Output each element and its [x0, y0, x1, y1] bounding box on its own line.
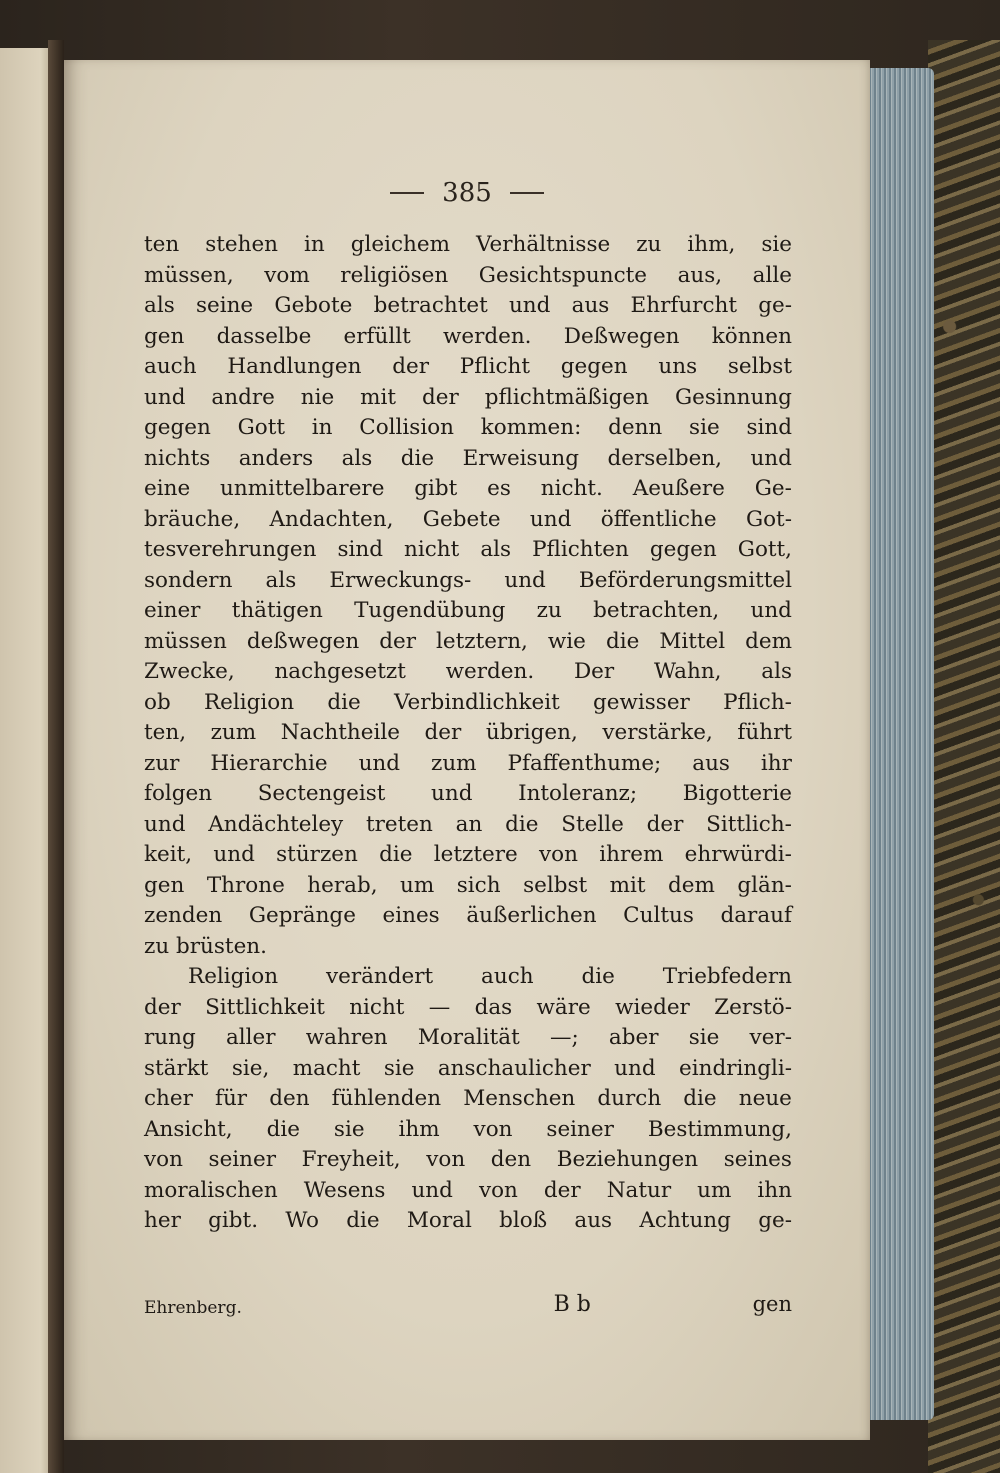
- text-line: zenden Gepränge eines äußerlichen Cultus darauf: [144, 903, 792, 928]
- text-line: moralischen Wesens und von der Natur um ihn: [144, 1177, 792, 1203]
- text-line: als seine Gebote betrachtet und aus Ehrfurcht ge-: [144, 293, 792, 318]
- text-line: rung aller wahren Moralität —; aber sie ver-: [144, 1025, 792, 1050]
- text-line: ten stehen in gleichem Verhältnisse zu ihm, sie: [144, 232, 792, 257]
- page-footer: [144, 1292, 792, 1318]
- text-line: müssen deßwegen der letztern, wie die Mittel dem: [144, 628, 792, 654]
- page-header: [64, 178, 870, 208]
- text-line: tesverehrungen sind nicht als Pflichten gegen Gott,: [144, 537, 792, 562]
- text-line: zu brüsten.: [144, 933, 267, 959]
- text-line: sondern als Erweckungs- und Beförderungsmittel: [144, 567, 792, 593]
- signature-name: Ehrenberg.: [144, 1298, 242, 1318]
- text-line: Zwecke, nachgesetzt werden. Der Wahn, als: [144, 659, 792, 684]
- text-line: stärkt sie, macht sie anschaulicher und eindringli-: [144, 1055, 792, 1081]
- page-number: 385: [442, 178, 492, 208]
- text-line: auch Handlungen der Pflicht gegen uns selbst: [144, 354, 792, 379]
- text-line: gen dasselbe erfüllt werden. Deßwegen können: [144, 323, 792, 349]
- text-line: Religion verändert auch die Triebfedern: [188, 964, 792, 989]
- book-gutter: [48, 40, 64, 1473]
- book-page: [64, 60, 870, 1440]
- catchword: gen: [752, 1292, 792, 1316]
- signature-mark: B b: [553, 1292, 591, 1317]
- text-line: zur Hierarchie und zum Pfaffenthume; aus ihr: [144, 750, 792, 776]
- text-line: her gibt. Wo die Moral bloß aus Achtung ge-: [144, 1208, 792, 1233]
- text-line: ob Religion die Verbindlichkeit gewisser Pflich-: [144, 689, 792, 715]
- text-line: gegen Gott in Collision kommen: denn sie sind: [144, 415, 792, 440]
- text-line: gen Throne herab, um sich selbst mit dem glän-: [144, 872, 792, 898]
- marbled-cover: [928, 40, 1000, 1473]
- text-line: Ansicht, die sie ihm von seiner Bestimmung,: [144, 1116, 792, 1142]
- header-dash-right: [510, 192, 544, 194]
- text-line: ten, zum Nachtheile der übrigen, verstärke, führt: [144, 720, 792, 745]
- text-line: der Sittlichkeit nicht — das wäre wieder Zerstö-: [144, 994, 792, 1020]
- text-line: keit, und stürzen die letztere von ihrem ehrwürdi-: [144, 842, 792, 867]
- header-dash-left: [390, 192, 424, 194]
- text-line: folgen Sectengeist und Intoleranz; Bigotterie: [144, 781, 792, 806]
- text-line: einer thätigen Tugendübung zu betrachten, und: [144, 598, 792, 623]
- text-line: müssen, vom religiösen Gesichtspuncte aus, alle: [144, 262, 792, 288]
- text-line: nichts anders als die Erweisung derselben, und: [144, 445, 792, 471]
- text-line: cher für den fühlenden Menschen durch die neue: [144, 1086, 792, 1111]
- text-line: bräuche, Andachten, Gebete und öffentliche Got-: [144, 506, 792, 532]
- page-edges: [862, 68, 934, 1420]
- text-line: und andre nie mit der pflichtmäßigen Gesinnung: [144, 384, 792, 410]
- text-line: und Andächteley treten an die Stelle der Sittlich-: [144, 811, 792, 837]
- body-text: [144, 230, 792, 1237]
- text-line: eine unmittelbarere gibt es nicht. Aeußere Ge-: [144, 476, 792, 501]
- text-line: von seiner Freyheit, von den Beziehungen seines: [144, 1147, 792, 1172]
